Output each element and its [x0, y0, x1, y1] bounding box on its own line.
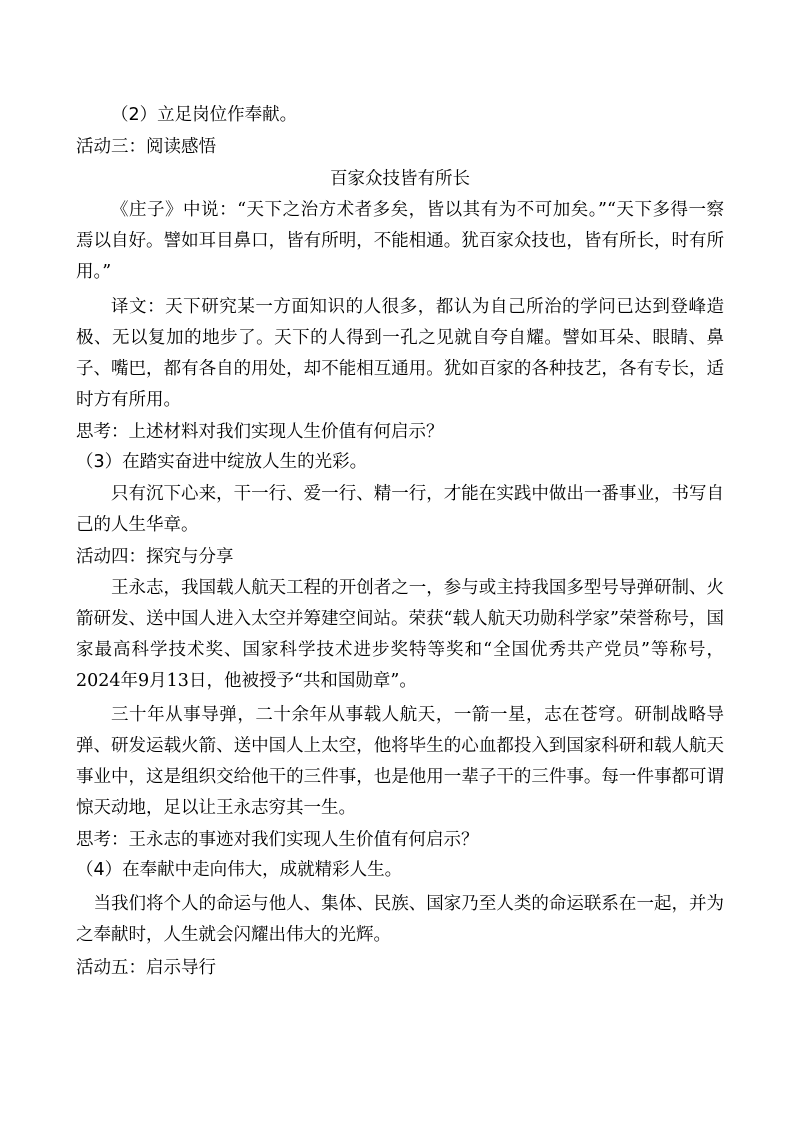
activity-four-heading: 活动四：探究与分享 — [76, 547, 234, 567]
activity-three-heading: 活动三：阅读感悟 — [76, 137, 216, 157]
zhuangzi-quote-paragraph: 《庄子》中说：“天下之治方术者多矣，皆以其有为不可加矣。”“天下多得一察焉以自好。譬如耳目鼻口，皆有所明，不能相通。犹百家众技也，皆有所长，时有所用。” — [76, 200, 724, 282]
wang-yongzhi-bio-paragraph: 王永志，我国载人航天工程的开创者之一，参与或主持我国多型号导弹研制、火箭研发、送中国人进入太空并筹建空间站。荣获“载人航天功勋科学家”荣誉称号，国家最高科学技术奖、国家科学技术进步奖特等奖和“全国优秀共产党员”等称号，2024年9月13日，他被授予“共和国勋章”。 — [76, 578, 724, 691]
section-heading-2: （2）立足岗位作奉献。 — [111, 105, 298, 125]
dedication-paragraph: 当我们将个人的命运与他人、集体、民族、国家乃至人类的命运联系在一起，并为之奉献时，人生就会闪耀出伟大的光辉。 — [76, 894, 724, 945]
document-body — [76, 100, 724, 983]
reflection-question-1: 思考：上述材料对我们实现人生价值有何启示？ — [76, 422, 444, 442]
steady-effort-paragraph: 只有沉下心来，干一行、爱一行、精一行，才能在实践中做出一番事业，书写自己的人生华章。 — [76, 484, 724, 535]
passage-title: 百家众技皆有所长 — [330, 169, 470, 189]
reflection-question-2: 思考：王永志的事迹对我们实现人生价值有何启示？ — [76, 830, 479, 850]
section-heading-3: （3）在踏实奋进中绽放人生的光彩。 — [76, 452, 368, 472]
translation-paragraph: 译文：天下研究某一方面知识的人很多，都认为自己所治的学问已达到登峰造极、无以复加的地步了。天下的人得到一孔之见就自夸自耀。譬如耳朵、眼睛、鼻子、嘴巴，都有各自的用处，却不能相互通用。犹如百家的各种技艺，各有专长，适时方有所用。 — [76, 297, 724, 410]
wang-yongzhi-career-paragraph: 三十年从事导弹，二十余年从事载人航天，一箭一星，志在苍穹。研制战略导弹、研发运载火箭、送中国人上太空，他将毕生的心血都投入到国家科研和载人航天事业中，这是组织交给他干的三件事，也是他用一辈子干的三件事。每一件事都可谓惊天动地，足以让王永志穷其一生。 — [76, 705, 724, 818]
activity-five-heading: 活动五：启示导行 — [76, 958, 216, 978]
section-heading-4: （4）在奉献中走向伟大，成就精彩人生。 — [76, 860, 403, 880]
